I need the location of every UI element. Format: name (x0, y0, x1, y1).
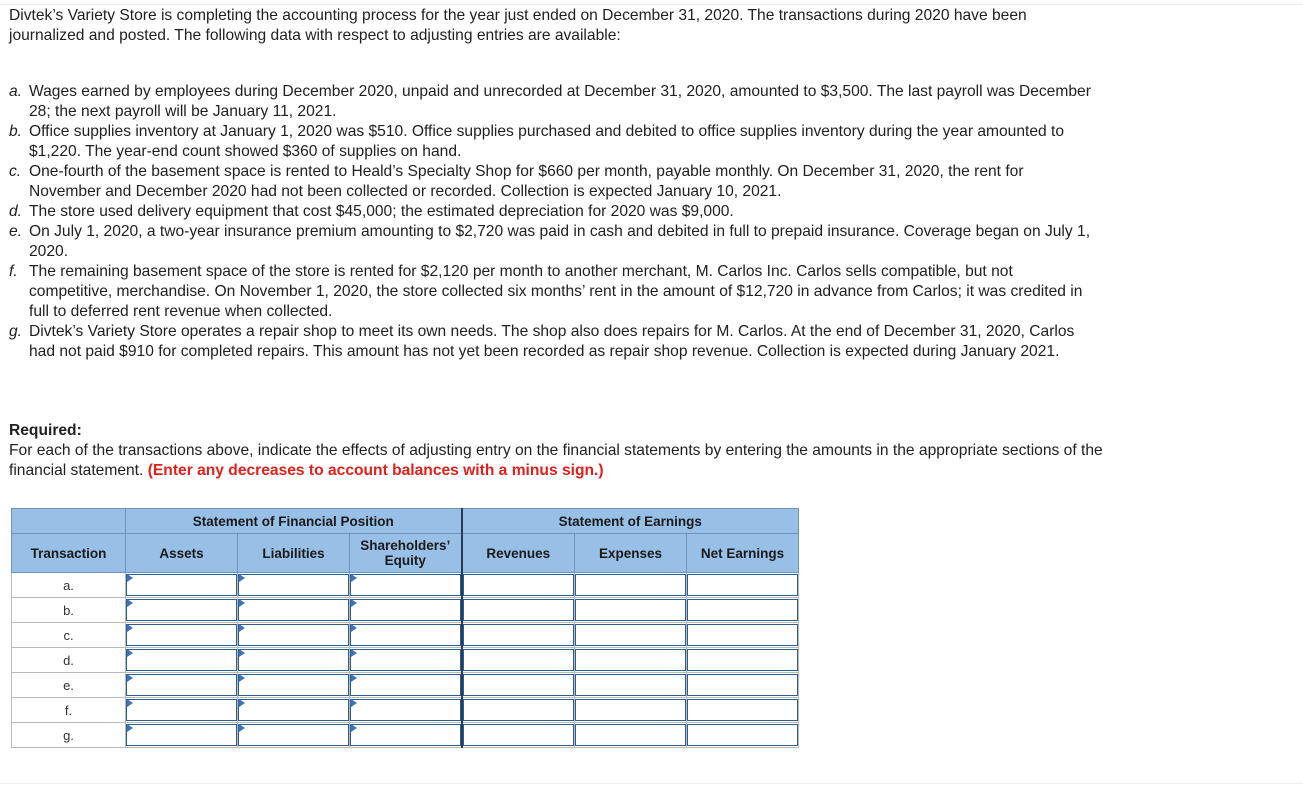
adjusting-data-list (9, 82, 1099, 362)
assets-input[interactable] (126, 574, 237, 596)
row-label: b. (12, 598, 126, 623)
required-text: For each of the transactions above, indicate the effects of adjusting entry on the financial statements by entering the amounts in the appropriate sections of the financial statement. (9, 442, 1103, 479)
item-text: On July 1, 2020, a two-year insurance premium amounting to $2,720 was paid in cash and debited in full to prepaid insurance. Coverage began on July 1, 2020. (29, 223, 1091, 260)
net-earnings-input[interactable] (687, 599, 798, 621)
liabilities-input[interactable] (238, 724, 349, 746)
list-item (9, 162, 1099, 202)
table-row (12, 698, 799, 723)
net-earnings-input[interactable] (687, 699, 798, 721)
assets-input[interactable] (126, 724, 237, 746)
equity-cell (350, 698, 462, 723)
revenues-cell (462, 698, 575, 723)
net-earnings-input[interactable] (687, 724, 798, 746)
required-section (9, 421, 1109, 481)
assets-cell (126, 673, 238, 698)
liabilities-input[interactable] (238, 674, 349, 696)
liabilities-cell (238, 598, 350, 623)
item-text: Wages earned by employees during December 2020, unpaid and unrecorded at December 31, 2020, amounted to $3,500. The last payroll was December 28; the next payroll will be January 11, 2021. (29, 83, 1091, 120)
expenses-input[interactable] (575, 624, 686, 646)
table-row (12, 648, 799, 673)
dropdown-arrow-icon (127, 574, 133, 582)
liabilities-input[interactable] (238, 574, 349, 596)
assets-cell (126, 623, 238, 648)
shareholders-equity-input[interactable] (350, 724, 461, 746)
shareholders-equity-input[interactable] (350, 699, 461, 721)
col-header-shareholders-equity: Shareholders’ Equity (350, 534, 462, 573)
net-earnings-cell (687, 648, 799, 673)
list-item (9, 222, 1099, 262)
net-earnings-input[interactable] (687, 649, 798, 671)
net-earnings-input[interactable] (687, 624, 798, 646)
item-text: One-fourth of the basement space is rented to Heald’s Specialty Shop for $660 per month, payable monthly. On December 31, 2020, the rent for November and December 2020 had not been collected or recorded. Collection is expected January 10, 2021. (29, 163, 1024, 200)
item-marker: b. (9, 123, 23, 140)
row-label: d. (12, 648, 126, 673)
dropdown-arrow-icon (239, 574, 245, 582)
expenses-cell (575, 623, 687, 648)
assets-cell (126, 698, 238, 723)
revenues-cell (462, 723, 575, 748)
row-label: e. (12, 673, 126, 698)
shareholders-equity-input[interactable] (350, 649, 461, 671)
expenses-cell (575, 648, 687, 673)
shareholders-equity-input[interactable] (350, 674, 461, 696)
assets-input[interactable] (126, 699, 237, 721)
dropdown-arrow-icon (351, 699, 357, 707)
shareholders-equity-input[interactable] (350, 574, 461, 596)
liabilities-cell (238, 648, 350, 673)
dropdown-arrow-icon (239, 649, 245, 657)
item-marker: a. (9, 83, 23, 100)
equity-cell (350, 573, 462, 598)
top-divider (0, 4, 1303, 5)
item-text: Divtek’s Variety Store operates a repair shop to meet its own needs. The shop also does repairs for M. Carlos. At the end of December 31, 2020, Carlos had not paid $910 for completed repairs. This amount has not yet been recorded as repair shop revenue. Collection is expected during January 2021. (29, 323, 1075, 360)
assets-cell (126, 573, 238, 598)
liabilities-cell (238, 573, 350, 598)
row-label: f. (12, 698, 126, 723)
shareholders-equity-input[interactable] (350, 599, 461, 621)
dropdown-arrow-icon (239, 724, 245, 732)
expenses-cell (575, 573, 687, 598)
shareholders-equity-input[interactable] (350, 624, 461, 646)
dropdown-arrow-icon (239, 699, 245, 707)
net-earnings-cell (687, 723, 799, 748)
table-row (12, 723, 799, 748)
item-marker: c. (9, 163, 22, 180)
liabilities-cell (238, 723, 350, 748)
net-earnings-input[interactable] (687, 674, 798, 696)
revenues-cell (462, 623, 575, 648)
assets-input[interactable] (126, 624, 237, 646)
liabilities-input[interactable] (238, 649, 349, 671)
liabilities-input[interactable] (238, 699, 349, 721)
dropdown-arrow-icon (127, 649, 133, 657)
expenses-input[interactable] (575, 599, 686, 621)
dropdown-arrow-icon (127, 724, 133, 732)
net-earnings-cell (687, 598, 799, 623)
problem-intro: Divtek’s Variety Store is completing the accounting process for the year just ended on December 31, 2020. The transactions during 2020 have been journalized and posted. The following data with respect to adjusting entries are available: (9, 7, 1027, 44)
liabilities-cell (238, 698, 350, 723)
liabilities-cell (238, 673, 350, 698)
assets-input[interactable] (126, 649, 237, 671)
table-row (12, 598, 799, 623)
liabilities-input[interactable] (238, 624, 349, 646)
net-earnings-input[interactable] (687, 574, 798, 596)
revenues-input[interactable] (463, 699, 575, 721)
net-earnings-cell (687, 673, 799, 698)
assets-input[interactable] (126, 599, 237, 621)
expenses-input[interactable] (575, 649, 686, 671)
assets-cell (126, 648, 238, 673)
list-item (9, 322, 1099, 362)
row-label: g. (12, 723, 126, 748)
row-label: a. (12, 573, 126, 598)
revenues-cell (462, 598, 575, 623)
table-row (12, 573, 799, 598)
expenses-input[interactable] (575, 724, 686, 746)
revenues-input[interactable] (463, 624, 575, 646)
revenues-input[interactable] (463, 649, 575, 671)
list-item (9, 82, 1099, 122)
header-spacer (12, 509, 126, 534)
dropdown-arrow-icon (351, 624, 357, 632)
header-statement-earnings: Statement of Earnings (462, 509, 799, 534)
col-header-transaction: Transaction (12, 534, 126, 573)
dropdown-arrow-icon (127, 699, 133, 707)
list-item (9, 262, 1099, 322)
item-marker: d. (9, 203, 23, 220)
row-label: c. (12, 623, 126, 648)
liabilities-cell (238, 623, 350, 648)
equity-cell (350, 723, 462, 748)
dropdown-arrow-icon (351, 599, 357, 607)
required-emphasis: (Enter any decreases to account balances with a minus sign.) (147, 462, 604, 479)
expenses-input[interactable] (575, 699, 686, 721)
effects-table (11, 508, 799, 748)
equity-cell (350, 648, 462, 673)
dropdown-arrow-icon (239, 624, 245, 632)
col-header-net-earnings: Net Earnings (687, 534, 799, 573)
liabilities-input[interactable] (238, 599, 349, 621)
required-heading: Required: (9, 422, 82, 439)
equity-cell (350, 623, 462, 648)
dropdown-arrow-icon (351, 649, 357, 657)
dropdown-arrow-icon (239, 674, 245, 682)
revenues-input[interactable] (463, 574, 575, 596)
table-row (12, 673, 799, 698)
item-marker: g. (9, 323, 23, 340)
header-statement-financial-position: Statement of Financial Position (126, 509, 462, 534)
net-earnings-cell (687, 623, 799, 648)
item-text: Office supplies inventory at January 1, 2020 was $510. Office supplies purchased and debited to office supplies inventory during the year amounted to $1,220. The year-end count showed $360 of supplies on hand. (29, 123, 1065, 160)
equity-cell (350, 673, 462, 698)
revenues-cell (462, 673, 575, 698)
dropdown-arrow-icon (239, 599, 245, 607)
col-header-assets: Assets (126, 534, 238, 573)
dropdown-arrow-icon (127, 674, 133, 682)
expenses-input[interactable] (575, 674, 686, 696)
expenses-cell (575, 673, 687, 698)
bottom-divider (0, 783, 1303, 784)
dropdown-arrow-icon (351, 674, 357, 682)
dropdown-arrow-icon (351, 574, 357, 582)
expenses-cell (575, 698, 687, 723)
item-marker: f. (9, 263, 18, 280)
revenues-input[interactable] (463, 724, 575, 746)
col-header-liabilities: Liabilities (238, 534, 350, 573)
list-item (9, 122, 1099, 162)
expenses-cell (575, 598, 687, 623)
item-marker: e. (9, 223, 23, 240)
item-text: The remaining basement space of the store is rented for $2,120 per month to another merchant, M. Carlos Inc. Carlos sells compatible, but not competitive, merchandise. On November 1, 2020, the store collected six months’ rent in the amount of $12,720 in advance from Carlos; it was credited in full to deferred rent revenue when collected. (29, 263, 1083, 320)
assets-cell (126, 598, 238, 623)
equity-cell (350, 598, 462, 623)
dropdown-arrow-icon (127, 624, 133, 632)
col-header-expenses: Expenses (575, 534, 687, 573)
revenues-cell (462, 648, 575, 673)
revenues-input[interactable] (463, 674, 575, 696)
revenues-input[interactable] (463, 599, 575, 621)
net-earnings-cell (687, 573, 799, 598)
assets-input[interactable] (126, 674, 237, 696)
revenues-cell (462, 573, 575, 598)
item-text: The store used delivery equipment that cost $45,000; the estimated depreciation for 2020 was $9,000. (29, 203, 734, 220)
dropdown-arrow-icon (351, 724, 357, 732)
col-header-revenues: Revenues (462, 534, 575, 573)
expenses-cell (575, 723, 687, 748)
list-item (9, 202, 1099, 222)
expenses-input[interactable] (575, 574, 686, 596)
required-instructions (9, 441, 1109, 481)
assets-cell (126, 723, 238, 748)
table-row (12, 623, 799, 648)
dropdown-arrow-icon (127, 599, 133, 607)
net-earnings-cell (687, 698, 799, 723)
